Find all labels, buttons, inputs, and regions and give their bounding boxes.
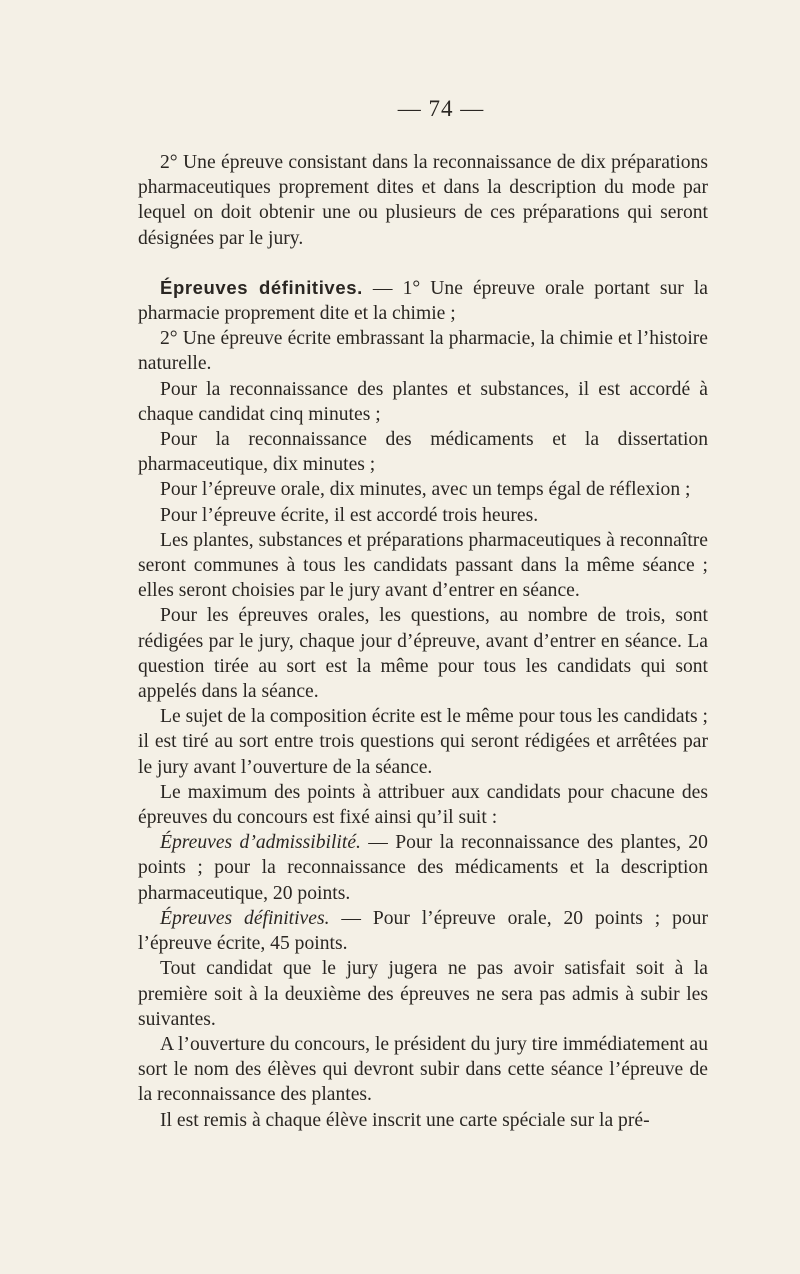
paragraph-text: Les plantes, substances et préparations pharmaceutiques à reconnaître seront communes à tous les candidats passant dans la même séance ; elles seront choisies par le jury avant d’entrer en séance. <box>138 529 708 602</box>
paragraph <box>138 1108 708 1133</box>
paragraph <box>138 906 708 956</box>
paragraph-text: — Pour l’épreuve orale, 20 points ; pour l’épreuve écrite, 45 points. <box>138 907 709 955</box>
paragraph <box>138 477 708 502</box>
paragraph-text: Tout candidat que le jury jugera ne pas avoir satisfait soit à la première soit à la deuxième des épreuves ne sera pas admis à subir les suivantes. <box>138 958 708 1030</box>
paragraph-text: Pour les épreuves orales, les questions, au nombre de trois, sont rédigées par le jury, chaque jour d’épreuve, avant d’entrer en séance. La question tirée au sort est la même pour tous les candidats qui sont appelés dans la séance. <box>138 605 708 703</box>
paragraph-text: Pour l’épreuve écrite, il est accordé trois heures. <box>160 504 539 526</box>
paragraph <box>138 1032 708 1108</box>
paragraph <box>138 780 708 830</box>
paragraph <box>138 326 708 376</box>
paragraph-text: Le sujet de la composition écrite est le même pour tous les candidats ; il est tiré au sort entre trois questions qui seront rédigées et arrêtées par le jury avant l’ouverture de la séance. <box>138 706 708 778</box>
paragraph <box>138 830 708 906</box>
paragraph-text: — Pour la reconnaissance des plantes, 20 points ; pour la reconnaissance des médicaments et la description pharmaceutique, 20 points. <box>138 832 708 904</box>
paragraph <box>138 603 708 704</box>
paragraph-text: 2° Une épreuve écrite embrassant la pharmacie, la chimie et l’histoire naturelle. <box>138 328 708 375</box>
paragraph-text: Le maximum des points à attribuer aux candidats pour chacune des épreuves du concours est fixé ainsi qu’il suit : <box>138 781 708 829</box>
paragraph <box>138 528 708 604</box>
paragraph <box>138 377 708 427</box>
italic-lead: Épreuves définitives. <box>160 907 330 929</box>
paragraph-text: — 1° Une épreuve orale portant sur la pharmacie proprement dite et la chimie ; <box>138 277 708 325</box>
paragraph <box>138 956 708 1032</box>
paragraph <box>138 150 708 251</box>
paragraph-text: Il est remis à chaque élève inscrit une carte spéciale sur la pré- <box>160 1109 650 1131</box>
paragraph-text: Pour la reconnaissance des médicaments et la dissertation pharmaceutique, dix minutes ; <box>138 429 708 476</box>
italic-lead: Épreuves d’admissibilité. <box>160 832 361 854</box>
paragraph <box>138 704 708 780</box>
paragraph <box>138 503 708 528</box>
section-heading: Épreuves définitives. <box>160 276 363 298</box>
body-text <box>138 150 708 1133</box>
paragraph <box>138 427 708 477</box>
paragraph-text: A l’ouverture du concours, le président du jury tire immédiatement au sort le nom des élèves qui devront subir dans cette séance l’épreuve de la reconnaissance des plantes. <box>138 1033 708 1106</box>
paragraph-text: Pour la reconnaissance des plantes et substances, il est accordé à chaque candidat cinq minutes ; <box>138 378 708 425</box>
paragraph-text: 2° Une épreuve consistant dans la reconnaissance de dix préparations pharmaceutiques proprement dites et dans la description du mode par lequel on doit obtenir une ou plusieurs de ces préparations qui seront désignées par le jury. <box>138 152 708 249</box>
page-number: — 74 — <box>397 96 485 121</box>
paragraph <box>138 275 708 326</box>
paragraph-text: Pour l’épreuve orale, dix minutes, avec un temps égal de réflexion ; <box>160 479 691 501</box>
